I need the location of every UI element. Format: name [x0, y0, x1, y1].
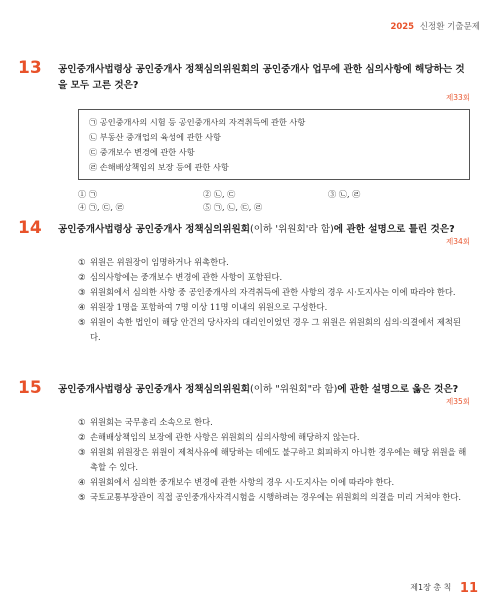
- question-14: [18, 218, 470, 345]
- question-number: 13: [18, 58, 42, 78]
- chapter-label: 제1장 총 칙: [410, 583, 452, 592]
- answer-option[interactable]: ② 심의사항에는 중개보수 변경에 관한 사항이 포함된다.: [78, 272, 283, 282]
- question-15: [18, 378, 470, 505]
- question-13: [18, 58, 470, 214]
- answer-choice[interactable]: ④ ㉠, ㉢, ㉣: [78, 202, 124, 212]
- header-year: 2025: [390, 22, 415, 32]
- answer-choice[interactable]: ② ㉡, ㉢: [203, 189, 236, 199]
- question-text: 공인중개사법령상 공인중개사 정책심의위원회의 공인중개사 업무에 관한 심의사항에 해당하는 것을 모두 고른 것은?: [58, 64, 465, 91]
- answer-option[interactable]: ④ 위원회에서 심의한 중개보수 변경에 관한 사항의 경우 시·도지사는 이에 따라야 한다.: [78, 477, 395, 487]
- question-number: 14: [18, 218, 42, 238]
- answer-option[interactable]: ① 위원은 위원장이 임명하거나 위촉한다.: [78, 257, 229, 267]
- answer-choice[interactable]: ① ㉠: [78, 189, 97, 199]
- answer-choices: [78, 188, 470, 214]
- answer-option[interactable]: ③ 위원회 위원장은 위원이 제척사유에 해당하는 데에도 불구하고 회피하지 아니한 경우에는 해당 위원을 해촉할 수 있다.: [78, 447, 467, 472]
- answer-option[interactable]: ② 손해배상책임의 보장에 관한 사항은 위원회의 심의사항에 해당하지 않는다.: [78, 432, 360, 442]
- question-number: 15: [18, 378, 42, 398]
- exam-round-tag: 제33회: [445, 93, 470, 102]
- exam-round-tag: 제34회: [445, 237, 470, 246]
- statement-item: ㉢ 중개보수 변경에 관한 사항: [89, 147, 195, 157]
- answer-option[interactable]: ④ 위원장 1명을 포함하여 7명 이상 11명 이내의 위원으로 구성한다.: [78, 302, 328, 312]
- answer-options: [78, 415, 470, 505]
- statement-box: [78, 109, 470, 180]
- answer-option[interactable]: ③ 위원회에서 심의한 사항 중 공인중개사의 자격취득에 관한 사항의 경우 시·도지사는 이에 따라야 한다.: [78, 287, 456, 297]
- question-text: 공인중개사법령상 공인중개사 정책심의위원회(이하 "위원회"라 함)에 관한 설명으로 옳은 것은?: [58, 384, 459, 395]
- answer-choice[interactable]: ③ ㉡, ㉣: [328, 189, 361, 199]
- answer-options: [78, 255, 470, 345]
- header-title: 신정환 기출문제: [419, 22, 480, 32]
- answer-option[interactable]: ⑤ 국토교통부장관이 직접 공인중개사자격시험을 시행하려는 경우에는 위원회의 의결을 미리 거쳐야 한다.: [78, 492, 462, 502]
- page-number: 11: [459, 581, 478, 596]
- statement-item: ㉠ 공인중개사의 시험 등 공인중개사의 자격취득에 관한 사항: [89, 117, 306, 127]
- question-text: 공인중개사법령상 공인중개사 정책심의위원회(이하 '위원회'라 함)에 관한 설명으로 틀린 것은?: [58, 224, 455, 235]
- answer-choice[interactable]: ⑤ ㉠, ㉡, ㉢, ㉣: [203, 202, 263, 212]
- statement-item: ㉣ 손해배상책임의 보장 등에 관한 사항: [89, 162, 229, 172]
- answer-option[interactable]: ⑤ 위원이 속한 법인이 해당 안건의 당사자의 대리인이었던 경우 그 위원은 위원회의 심의·의결에서 제척된다.: [78, 317, 461, 342]
- exam-round-tag: 제35회: [445, 397, 470, 406]
- page-header: [390, 20, 480, 32]
- statement-item: ㉡ 부동산 중개업의 육성에 관한 사항: [89, 132, 221, 142]
- page-footer: [410, 581, 478, 596]
- answer-option[interactable]: ① 위원회는 국무총리 소속으로 한다.: [78, 417, 213, 427]
